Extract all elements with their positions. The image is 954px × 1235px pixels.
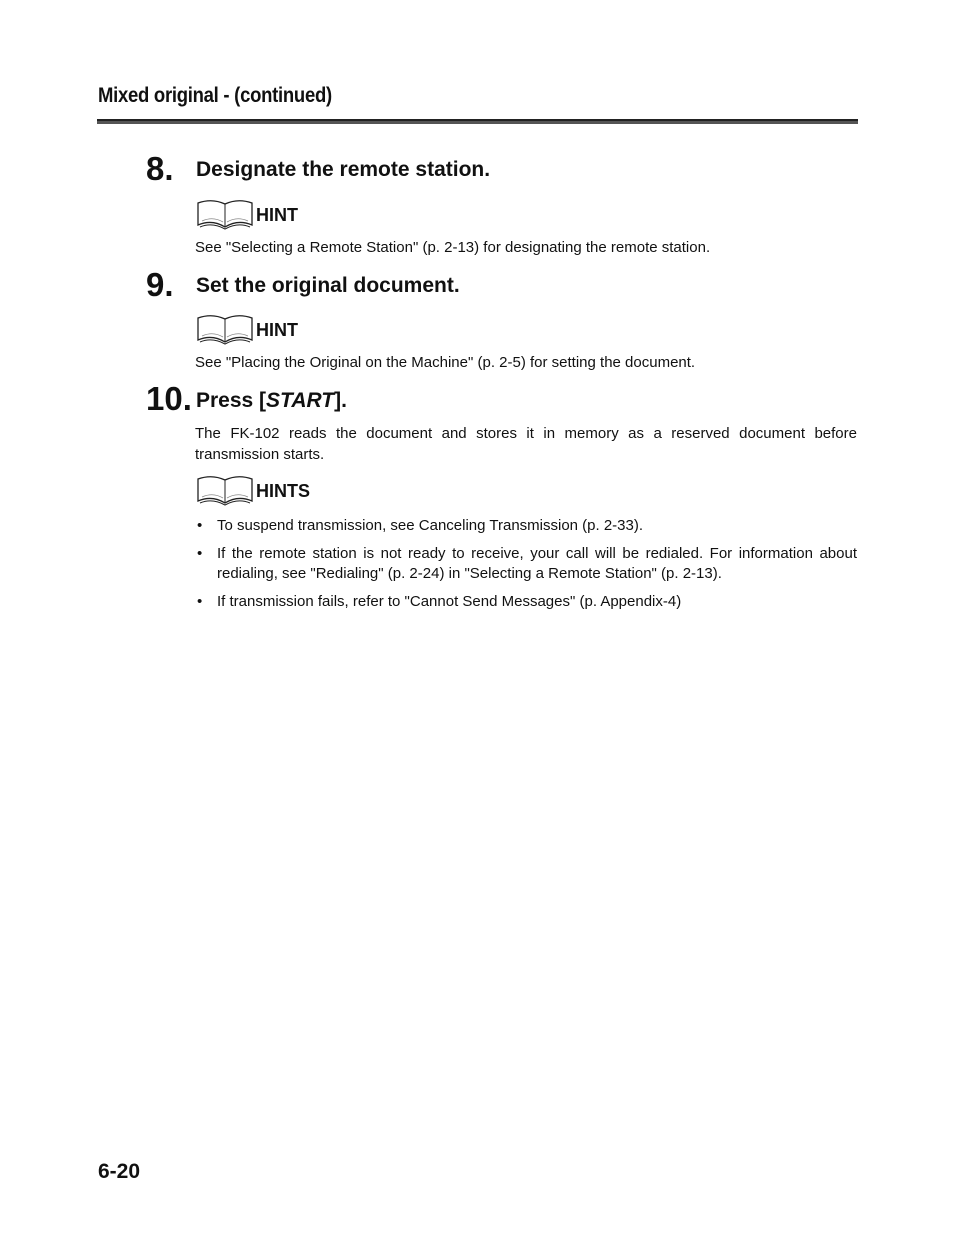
hint-text: See "Selecting a Remote Station" (p. 2-13) for designating the remote station. [195, 239, 711, 256]
bullet-dot-icon: • [197, 544, 203, 562]
hint-item-text: To suspend transmission, see Canceling Transmission (p. 2-33). [217, 517, 644, 534]
list-item [195, 592, 857, 613]
page-number: 6-20 [98, 1160, 141, 1183]
start-key-label: START [266, 389, 335, 412]
step-title [196, 389, 347, 413]
section-title: Mixed original - (continued) [98, 84, 332, 107]
list-item [195, 516, 857, 537]
step-title-prefix: Press [ [196, 389, 267, 412]
hint-heading [196, 199, 298, 231]
step-title: Set the original document. [196, 274, 460, 297]
hint-heading [196, 475, 310, 507]
hint-heading [196, 314, 298, 346]
hints-list [195, 516, 857, 619]
hint-item-text: If transmission fails, refer to "Cannot Send Messages" (p. Appendix-4) [217, 592, 682, 610]
hint-text: See "Placing the Original on the Machine" (p. 2-5) for setting the document. [195, 354, 696, 371]
step-number: 9. [146, 266, 174, 303]
hint-label: HINT [256, 204, 298, 225]
hint-item-text: If the remote station is not ready to receive, your call will be redialed. For information about redialing, see "Redialing" (p. 2-24) in "Selecting a Remote Station" (p. 2-13). [217, 544, 857, 582]
header-rule-thick [97, 121, 858, 124]
bullet-dot-icon: • [197, 517, 203, 534]
hint-label: HINT [256, 319, 298, 340]
step-title-suffix: ]. [334, 389, 347, 412]
hint-label: HINTS [256, 480, 310, 501]
step-title: Designate the remote station. [196, 158, 491, 181]
open-book-icon [196, 314, 254, 346]
bullet-dot-icon: • [197, 592, 203, 610]
open-book-icon [196, 199, 254, 231]
open-book-icon [196, 475, 254, 507]
step-number: 8. [146, 150, 174, 187]
step-number: 10. [146, 380, 192, 417]
list-item [195, 544, 857, 585]
step-body: The FK-102 reads the document and stores it in memory as a reserved document before transmission starts. [195, 425, 857, 463]
